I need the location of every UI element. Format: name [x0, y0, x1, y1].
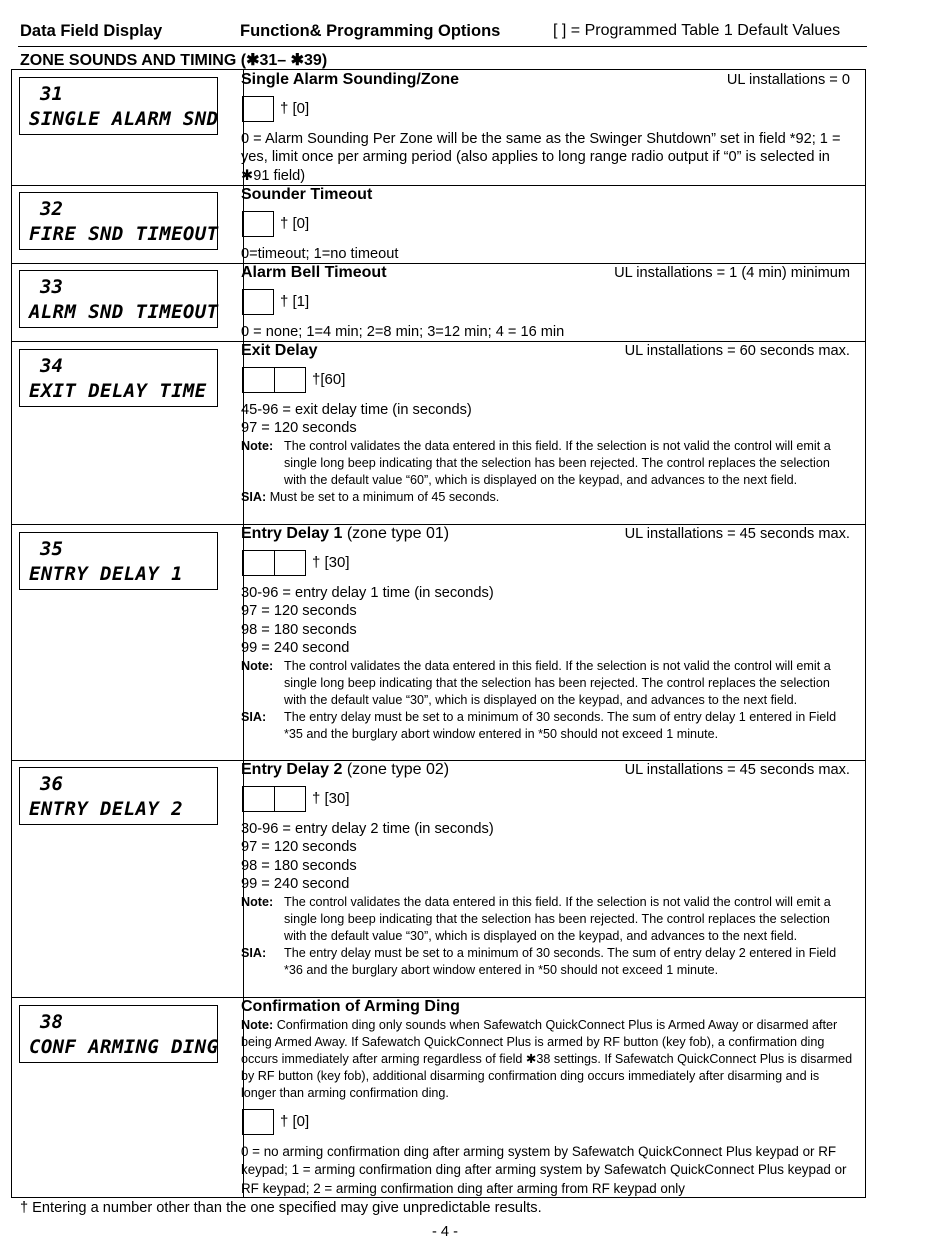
field-35-row [12, 524, 865, 760]
field-options [241, 998, 855, 1198]
option-text: 99 = 240 second [241, 640, 350, 656]
sia-text: Must be set to a minimum of 45 seconds. [269, 489, 500, 504]
note-text: Confirmation ding only sounds when Safewatch QuickConnect Plus is Armed Away or disarmed after being Armed Away. If Safewatch QuickConnect Plus is armed by RF button (key fob), a confirmation ding occurs immediately after arming regardless of field ✱38 settings. If Safewatch QuickConnect Plus is disarmed by RF button (key fob), additional disarming confirmation ding occurs immediately after disarming and is longer than arming confirmation ding. [241, 1017, 853, 1100]
note [241, 1017, 855, 1102]
entry-boxes [241, 211, 855, 241]
ul-requirement: UL installations = 45 seconds max. [624, 762, 850, 778]
option-text: 30-96 = entry delay 1 time (in seconds) [241, 584, 494, 601]
sia-text: The entry delay must be set to a minimum of 30 seconds. The sum of entry delay 2 entered in Field *36 and the burglary abort window entered in *50 should not exceed 1 minute. [284, 945, 837, 977]
lcd-display [19, 270, 218, 328]
option-text: 0 = Alarm Sounding Per Zone will be the same as the Swinger Shutdown” set in field *92; 1 = yes, limit once per arming period (also applies to long range radio output if “0” is selected in ✱91 field) [241, 130, 841, 184]
lcd-display [19, 77, 218, 135]
ul-requirement: UL installations = 60 seconds max. [624, 343, 850, 359]
entry-box [242, 96, 274, 122]
lcd-display [19, 192, 218, 250]
field-title: Sounder Timeout [241, 186, 373, 203]
entry-boxes [241, 289, 855, 319]
field-32-row [12, 185, 865, 263]
sia-note [241, 489, 855, 506]
note-label: Note: [241, 658, 274, 673]
note-label: Note: [241, 438, 274, 453]
option-text: 98 = 180 seconds [241, 621, 357, 638]
header-function-programming: Function& Programming Options [240, 22, 501, 40]
entry-boxes [241, 96, 855, 126]
option-text: 97 = 120 seconds [241, 603, 357, 619]
field-title: Alarm Bell Timeout [241, 264, 387, 281]
lcd-field-number: 34 [40, 355, 63, 377]
sia-text: The entry delay must be set to a minimum of 30 seconds. The sum of entry delay 1 entered in Field *35 and the burglary abort window entered in *50 should not exceed 1 minute. [284, 709, 837, 741]
entry-boxes [241, 1109, 855, 1139]
note [241, 894, 855, 945]
entry-boxes [241, 550, 855, 580]
lcd-display [19, 349, 218, 407]
entry-box [242, 1109, 274, 1135]
option-text: 30-96 = entry delay 2 time (in seconds) [241, 820, 494, 837]
header-default-values-legend: [ ] = Programmed Table 1 Default Values [553, 22, 841, 39]
field-31-row [12, 70, 865, 185]
sia-note [241, 945, 855, 979]
entry-boxes [241, 367, 855, 397]
field-title: Single Alarm Sounding/Zone [241, 71, 460, 88]
default-value: † [1] [280, 292, 310, 310]
default-value: † [30] [312, 553, 350, 571]
option-text: 45-96 = exit delay time (in seconds) [241, 401, 472, 418]
sia-note [241, 709, 855, 743]
default-value: †[60] [312, 370, 346, 388]
field-title: Exit Delay [241, 342, 318, 359]
field-options [241, 342, 855, 506]
note-label: Note: [241, 1017, 274, 1032]
lcd-field-text: EXIT DELAY TIME [29, 380, 207, 402]
sia-label: SIA: [241, 945, 267, 960]
lcd-field-number: 35 [40, 538, 63, 560]
option-text: 98 = 180 seconds [241, 857, 357, 874]
option-text: 0 = none; 1=4 min; 2=8 min; 3=12 min; 4 = 16 min [241, 323, 565, 340]
default-value: † [30] [312, 789, 350, 807]
header-data-field-display: Data Field Display [20, 22, 163, 40]
lcd-display [19, 1005, 218, 1063]
field-title: Confirmation of Arming Ding [241, 998, 460, 1015]
field-options [241, 761, 855, 979]
note [241, 438, 855, 489]
field-38-row [12, 997, 865, 1197]
lcd-field-text: ENTRY DELAY 1 [29, 563, 183, 585]
section-title: ZONE SOUNDS AND TIMING (✱31– ✱39) [20, 52, 328, 69]
lcd-field-text: ENTRY DELAY 2 [29, 798, 183, 820]
entry-box [242, 289, 274, 315]
field-title-main: Entry Delay 1 [241, 525, 343, 542]
field-33-row [12, 263, 865, 341]
footnote: † Entering a number other than the one specified may give unpredictable results. [20, 1200, 542, 1216]
ul-requirement: UL installations = 45 seconds max. [624, 526, 850, 542]
header-rule [18, 46, 867, 47]
field-title-zone-type: (zone type 02) [342, 761, 450, 778]
entry-box [242, 211, 274, 237]
field-36-row [12, 760, 865, 997]
option-text: 97 = 120 seconds [241, 839, 357, 855]
option-text: 97 = 120 seconds [241, 420, 357, 436]
field-title-zone-type: (zone type 01) [342, 525, 450, 542]
note [241, 658, 855, 709]
lcd-field-number: 38 [40, 1011, 63, 1033]
option-text: 0=timeout; 1=no timeout [241, 245, 399, 262]
option-text: 0 = no arming confirmation ding after arming system by Safewatch QuickConnect Plus keypad or RF keypad; 1 = arming confirmation ding after arming system by Safewatch QuickConnect Plus keypad or RF keypad; 2 = arming confirmation ding after arming from RF keypad only [241, 1143, 847, 1196]
entry-box [242, 367, 306, 393]
note-label: Note: [241, 894, 274, 909]
lcd-display [19, 532, 218, 590]
sia-label: SIA: [241, 489, 267, 504]
default-value: † [0] [280, 1112, 310, 1130]
lcd-field-text: FIRE SND TIMEOUT [29, 223, 219, 245]
lcd-field-number: 33 [40, 276, 63, 298]
field-options [241, 186, 855, 263]
lcd-field-number: 31 [40, 83, 63, 105]
lcd-field-number: 36 [40, 773, 63, 795]
lcd-field-text: ALRM SND TIMEOUT [29, 301, 219, 323]
entry-box [242, 786, 306, 812]
sia-label: SIA: [241, 709, 267, 724]
default-value: † [0] [280, 99, 310, 117]
note-text: The control validates the data entered in this field. If the selection is not valid the control will emit a single long beep indicating that the selection has been rejected. The control replaces the selection with the default value “30”, which is displayed on the keypad, and advances to the next field. [284, 894, 831, 943]
zone-sounds-table [11, 69, 866, 1198]
lcd-display [19, 767, 218, 825]
note-text: The control validates the data entered in this field. If the selection is not valid the control will emit a single long beep indicating that the selection has been rejected. The control replaces the selection with the default value “30”, which is displayed on the keypad, and advances to the next field. [284, 658, 831, 707]
field-options [241, 264, 855, 341]
entry-box [242, 550, 306, 576]
field-34-row [12, 341, 865, 524]
entry-boxes [241, 786, 855, 816]
note-text: The control validates the data entered in this field. If the selection is not valid the control will emit a single long beep indicating that the selection has been rejected. The control replaces the selection with the default value “60”, which is displayed on the keypad, and advances to the next field. [284, 438, 831, 487]
ul-requirement: UL installations = 0 [726, 72, 850, 88]
ul-requirement: UL installations = 1 (4 min) minimum [614, 265, 850, 281]
field-options [241, 525, 855, 743]
page-number: - 4 - [432, 1224, 458, 1240]
field-options [241, 71, 855, 185]
option-text: 99 = 240 second [241, 876, 350, 892]
lcd-field-text: CONF ARMING DING [29, 1036, 219, 1058]
lcd-field-text: SINGLE ALARM SND [29, 108, 219, 130]
default-value: † [0] [280, 214, 310, 232]
field-title-main: Entry Delay 2 [241, 761, 343, 778]
lcd-field-number: 32 [40, 198, 63, 220]
